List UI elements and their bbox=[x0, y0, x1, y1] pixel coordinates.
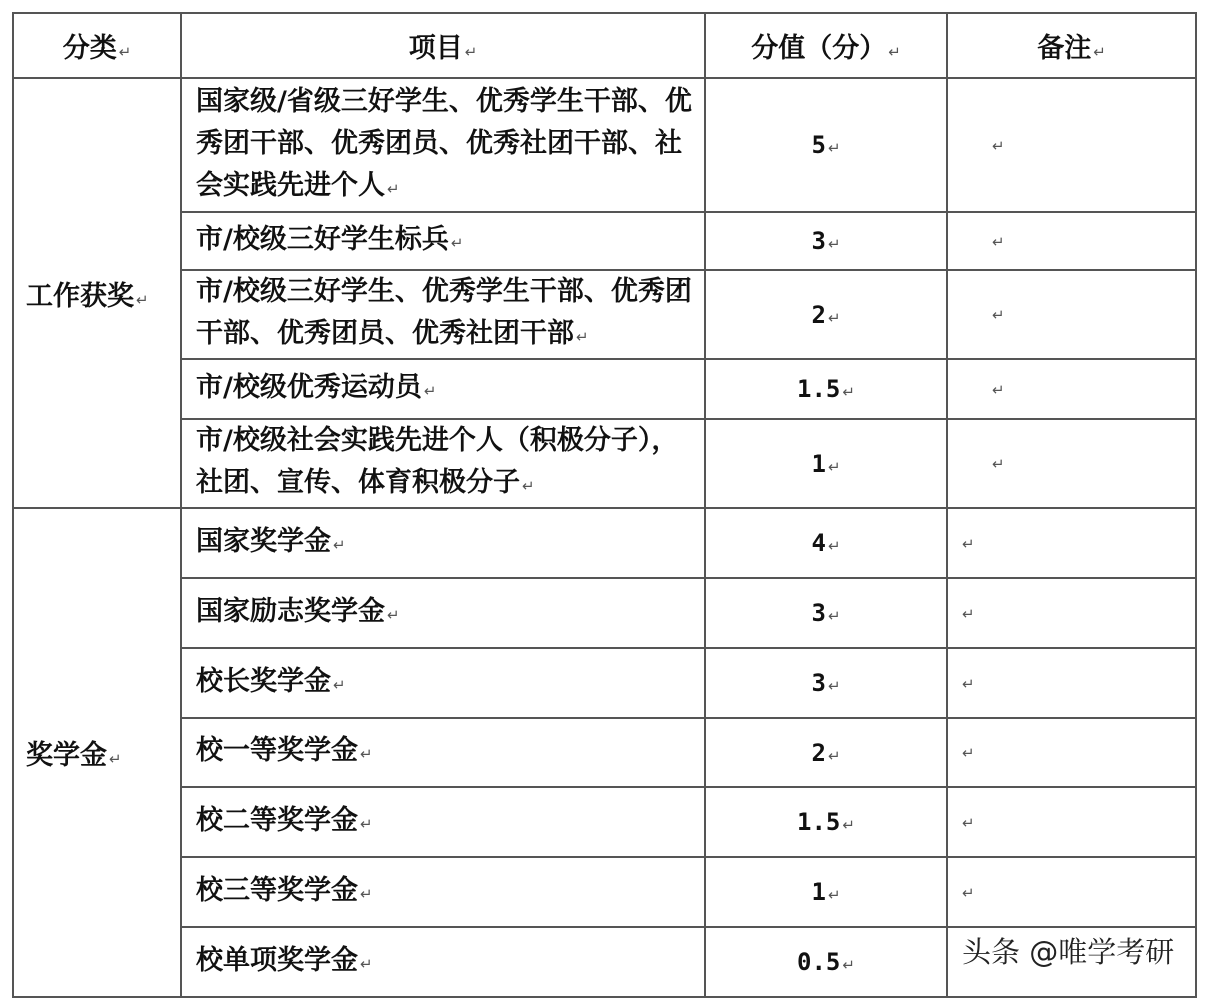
item-cell: 校长奖学金 ↵ bbox=[181, 648, 705, 718]
item-cell: 市/校级社会实践先进个人（积极分子），社团、宣传、体育积极分子 ↵ bbox=[181, 419, 705, 508]
table-row bbox=[13, 578, 1196, 648]
score-cell: 3 ↵ bbox=[705, 648, 947, 718]
score-cell: 3 ↵ bbox=[705, 212, 947, 270]
note-cell: ↵ bbox=[947, 648, 1196, 718]
note-cell: ↵ bbox=[947, 857, 1196, 927]
score-cell: 5 ↵ bbox=[705, 78, 947, 212]
score-cell: 1 ↵ bbox=[705, 857, 947, 927]
score-cell: 1.5 ↵ bbox=[705, 787, 947, 857]
watermark: 头条 @唯学考研 bbox=[962, 935, 1175, 969]
note-cell: ↵ bbox=[947, 508, 1196, 578]
item-cell: 市/校级优秀运动员 ↵ bbox=[181, 359, 705, 419]
category-cell: 工作获奖 ↵ bbox=[13, 78, 181, 508]
item-cell: 国家级/省级三好学生、优秀学生干部、优秀团干部、优秀团员、优秀社团干部、社会实践先进个人 ↵ bbox=[181, 78, 705, 212]
table-row bbox=[13, 508, 1196, 578]
table-row bbox=[13, 359, 1196, 419]
note-cell: ↵ bbox=[947, 78, 1196, 212]
note-cell: ↵ bbox=[947, 212, 1196, 270]
header-note: 备注 ↵ bbox=[947, 13, 1196, 78]
item-cell: 国家励志奖学金 ↵ bbox=[181, 578, 705, 648]
score-cell: 1.5 ↵ bbox=[705, 359, 947, 419]
table-row bbox=[13, 857, 1196, 927]
score-table bbox=[12, 12, 1197, 998]
score-cell: 3 ↵ bbox=[705, 578, 947, 648]
table-row bbox=[13, 212, 1196, 270]
header-score: 分值（分） ↵ bbox=[705, 13, 947, 78]
table-row bbox=[13, 718, 1196, 787]
note-cell: ↵ bbox=[947, 270, 1196, 359]
header-category: 分类 ↵ bbox=[13, 13, 181, 78]
score-cell: 0.5 ↵ bbox=[705, 927, 947, 997]
table-row bbox=[13, 787, 1196, 857]
item-cell: 校一等奖学金 ↵ bbox=[181, 718, 705, 787]
note-cell: ↵ bbox=[947, 578, 1196, 648]
item-cell: 市/校级三好学生、优秀学生干部、优秀团干部、优秀团员、优秀社团干部 ↵ bbox=[181, 270, 705, 359]
table-row bbox=[13, 419, 1196, 508]
item-cell: 国家奖学金 ↵ bbox=[181, 508, 705, 578]
header-row bbox=[13, 13, 1196, 78]
table-row bbox=[13, 648, 1196, 718]
item-cell: 校单项奖学金 ↵ bbox=[181, 927, 705, 997]
category-cell: 奖学金 ↵ bbox=[13, 508, 181, 997]
note-cell: ↵ bbox=[947, 787, 1196, 857]
table-row bbox=[13, 270, 1196, 359]
note-cell: ↵ bbox=[947, 718, 1196, 787]
score-cell: 4 ↵ bbox=[705, 508, 947, 578]
item-cell: 校二等奖学金 ↵ bbox=[181, 787, 705, 857]
table-row bbox=[13, 78, 1196, 212]
score-cell: 2 ↵ bbox=[705, 270, 947, 359]
note-cell: ↵ bbox=[947, 419, 1196, 508]
header-item: 项目 ↵ bbox=[181, 13, 705, 78]
item-cell: 校三等奖学金 ↵ bbox=[181, 857, 705, 927]
score-cell: 1 ↵ bbox=[705, 419, 947, 508]
note-cell: ↵ bbox=[947, 359, 1196, 419]
score-cell: 2 ↵ bbox=[705, 718, 947, 787]
score-table-wrapper bbox=[12, 12, 1197, 998]
item-cell: 市/校级三好学生标兵 ↵ bbox=[181, 212, 705, 270]
